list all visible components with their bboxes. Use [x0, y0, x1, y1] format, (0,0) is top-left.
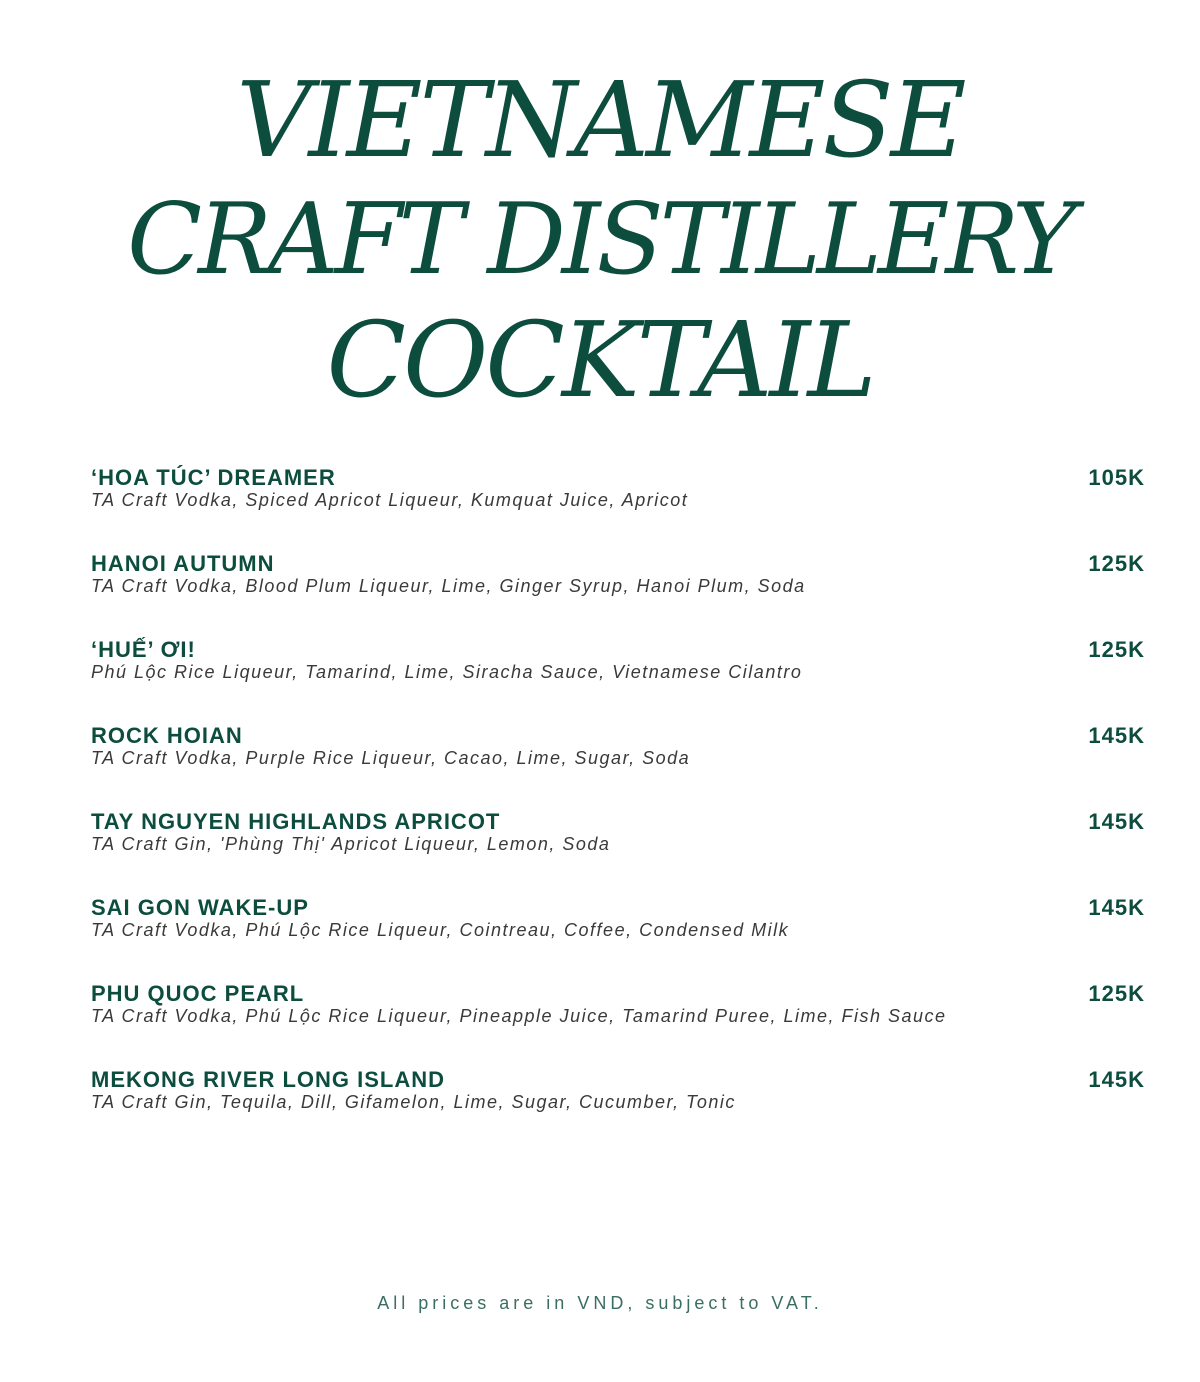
menu-item [91, 636, 1145, 722]
item-description: TA Craft Gin, 'Phùng Thị' Apricot Liqueur, Lemon, Soda [91, 834, 611, 854]
item-name: ‘HOA TÚC’ DREAMER [91, 465, 336, 490]
item-description: TA Craft Vodka, Spiced Apricot Liqueur, Kumquat Juice, Apricot [91, 490, 689, 510]
item-description: TA Craft Vodka, Phú Lộc Rice Liqueur, Pineapple Juice, Tamarind Puree, Lime, Fish Sauce [91, 1006, 947, 1026]
item-price: 145K [1088, 1067, 1145, 1092]
title-line-1: VIETNAMESE [236, 59, 964, 181]
item-price: 125K [1088, 981, 1145, 1006]
menu-item [91, 722, 1145, 808]
menu-item [91, 464, 1145, 550]
item-description: TA Craft Vodka, Blood Plum Liqueur, Lime, Ginger Syrup, Hanoi Plum, Soda [91, 576, 806, 596]
item-name: ROCK HOIAN [91, 723, 243, 748]
title-line-2: CRAFT DISTILLERY [127, 183, 1073, 297]
item-price: 145K [1088, 723, 1145, 748]
item-description: TA Craft Gin, Tequila, Dill, Gifamelon, Lime, Sugar, Cucumber, Tonic [91, 1092, 736, 1112]
page-title [0, 60, 1200, 420]
item-description: Phú Lộc Rice Liqueur, Tamarind, Lime, Siracha Sauce, Vietnamese Cilantro [91, 662, 803, 682]
item-name: TAY NGUYEN HIGHLANDS APRICOT [91, 809, 501, 834]
item-price: 145K [1088, 895, 1145, 920]
menu-item [91, 808, 1145, 894]
item-description: TA Craft Vodka, Phú Lộc Rice Liqueur, Cointreau, Coffee, Condensed Milk [91, 920, 790, 940]
menu-item [91, 980, 1145, 1066]
item-name: SAI GON WAKE-UP [91, 895, 309, 920]
item-description: TA Craft Vodka, Purple Rice Liqueur, Cacao, Lime, Sugar, Soda [91, 748, 691, 768]
item-name: PHU QUOC PEARL [91, 981, 305, 1006]
menu-item [91, 550, 1145, 636]
item-name: HANOI AUTUMN [91, 551, 275, 576]
price-note: All prices are in VND, subject to VAT. [377, 1293, 823, 1313]
menu-item [91, 1066, 1145, 1152]
item-name: MEKONG RIVER LONG ISLAND [91, 1067, 446, 1092]
cocktail-list [91, 464, 1145, 1152]
item-name: ‘HUẾ’ ƠI! [91, 637, 196, 662]
item-price: 125K [1088, 637, 1145, 662]
item-price: 145K [1088, 809, 1145, 834]
title-line-3: COCKTAIL [326, 299, 874, 421]
item-price: 125K [1088, 551, 1145, 576]
menu-item [91, 894, 1145, 980]
item-price: 105K [1088, 465, 1145, 490]
